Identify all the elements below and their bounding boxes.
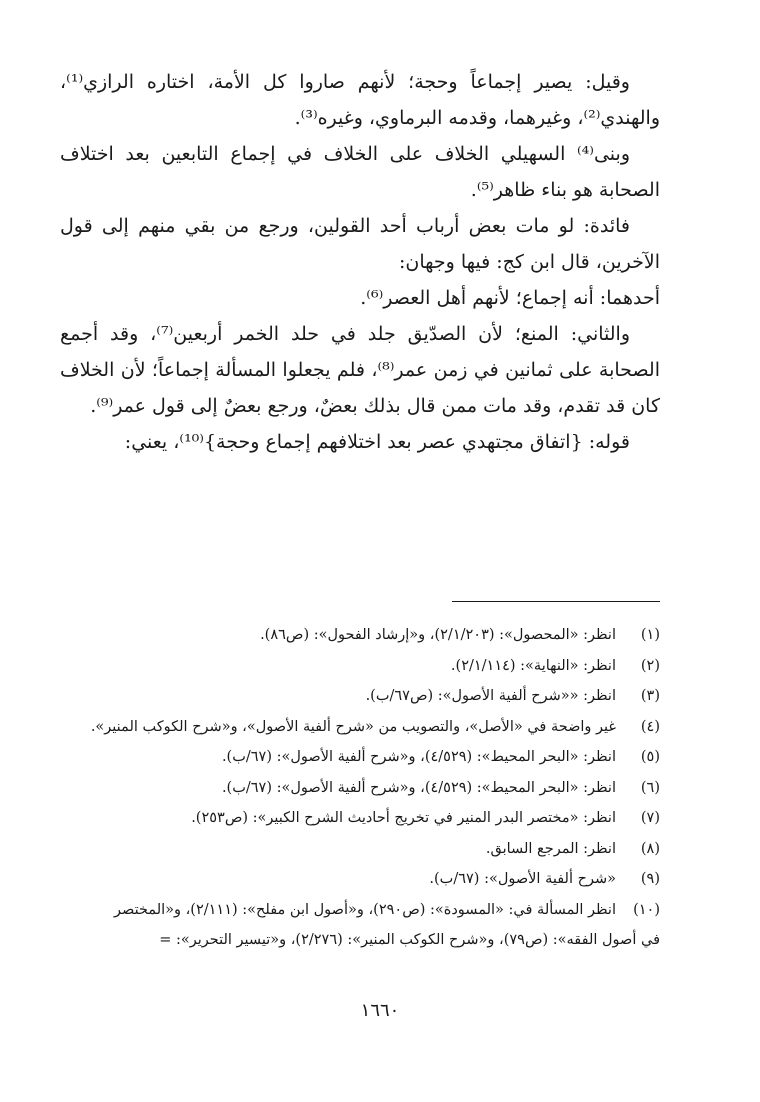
footnote-number: (٤) [640,718,660,735]
footnote-number: (٧) [640,810,660,826]
footnote-number: (٩) [640,871,660,887]
footnote [70,864,660,895]
footnote-text: انظر: «مختصر البدر المنير في تخريج أحاديث الشرح الكبير»: (ص٢٥٣). [191,810,616,826]
footnote-number: (٣) [640,688,660,704]
footnote [70,620,660,651]
footnote-number: (١) [640,627,660,643]
footnote [70,895,660,926]
paragraph-2: وبنى⁽⁴⁾ السهيلي الخلاف على الخلاف في إجماع التابعين بعد اختلاف الصحابة هو بناء ظاهر⁽⁵⁾. [60,143,660,201]
footnote-text: انظر: «المحصول»: (٢/١/٢٠٣)، و«إرشاد الفحول»: (ص٨٦). [260,627,616,643]
footnote [70,651,660,682]
footnotes [70,620,660,956]
footnote [70,742,660,773]
footnote-continuation: في أصول الفقه»: (ص٧٩)، و«شرح الكوكب المنير»: (٢/٢٧٦)، و«تيسير التحرير»: = [159,932,660,948]
page-number: ١٦٦٠ [360,1000,400,1021]
footnote-text: انظر: «النهاية»: (٢/١/١١٤). [450,657,616,674]
footnote [70,834,660,865]
paragraph-5: والثاني: المنع؛ لأن الصدّيق جلد في حلد الخمر أربعين⁽⁷⁾، وقد أجمع الصحابة على ثمانين في زمن عمر⁽⁸⁾، فلم يجعلوا المسألة إجماعاً؛ لأن الخلاف كان قد تقدم، وقد مات ممن قال بذلك بعضٌ، ورجع بعضٌ إلى قول عمر⁽⁹⁾. [60,323,660,417]
footnote-text: انظر: ««شرح ألفية الأصول»: (ص٦٧/ب). [365,688,616,704]
footnote-number: (٨) [640,840,660,857]
footnote [70,803,660,834]
footnote [70,681,660,712]
paragraph-3: فائدة: لو مات بعض أرباب أحد القولين، ورجع من بقي منهم إلى قول الآخرين، قال ابن كج: فيها وجهان: [60,215,660,273]
footnote-text: انظر: «البحر المحيط»: (٤/٥٢٩)، و«شرح ألفية الأصول»: (٦٧/ب). [221,779,616,796]
main-text [60,64,660,460]
footnote-text: «شرح ألفية الأصول»: (٦٧/ب). [429,871,616,887]
footnote-text: انظر: «البحر المحيط»: (٤/٥٢٩)، و«شرح ألفية الأصول»: (٦٧/ب). [221,749,616,765]
footnote-number: (٦) [640,779,660,796]
footnote-number: (٥) [640,749,660,765]
footnote-number: (٢) [640,657,660,674]
paragraph-6: قوله: {اتفاق مجتهدي عصر بعد اختلافهم إجماع وحجة}⁽¹⁰⁾، يعني: [124,431,630,453]
footnote-number: (١٠) [633,901,660,918]
footnote-divider [452,601,660,602]
paragraph-4: أحدهما: أنه إجماع؛ لأنهم أهل العصر⁽⁶⁾. [360,287,660,309]
paragraph-1: وقيل: يصير إجماعاً وحجة؛ لأنهم صاروا كل الأمة، اختاره الرازي⁽¹⁾، والهندي⁽²⁾، وغيرهما، وقدمه البرماوي، وغيره⁽³⁾. [60,71,660,129]
footnote [70,712,660,743]
footnote-text: انظر: المرجع السابق. [485,840,616,857]
footnote [70,773,660,804]
footnote-text: انظر المسألة في: «المسودة»: (ص٢٩٠)، و«أصول ابن مفلح»: (٢/١١١)، و«المختصر [114,901,616,918]
footnote-text: غير واضحة في «الأصل»، والتصويب من «شرح ألفية الأصول»، و«شرح الكوكب المنير». [90,718,616,735]
